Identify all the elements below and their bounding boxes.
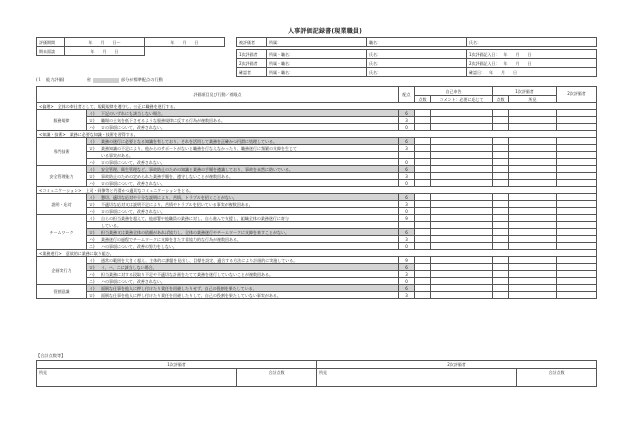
- category-name: チームワーク: [37, 215, 87, 250]
- evaluator-role: 1次評価者: [237, 50, 267, 59]
- first-score-cell[interactable]: [493, 236, 509, 243]
- self-comment-cell[interactable]: [431, 145, 493, 152]
- first-score-cell[interactable]: [493, 285, 509, 292]
- criteria-text: [87, 166, 399, 173]
- self-score-cell[interactable]: [415, 124, 431, 131]
- criteria-mark: ハ): [89, 271, 95, 277]
- criteria-description: ハの事項について、改善の努力をしない。: [101, 243, 177, 249]
- criteria-points: 6: [399, 110, 415, 117]
- criteria-description: いる事実がある。: [101, 152, 133, 158]
- second-cell[interactable]: [557, 145, 597, 152]
- second-cell[interactable]: [557, 278, 597, 285]
- first-opinion-cell[interactable]: [509, 271, 557, 278]
- category-name: 専門技術: [37, 138, 87, 166]
- criteria-row: [37, 292, 597, 299]
- second-cell[interactable]: [557, 215, 597, 222]
- self-score-cell[interactable]: [415, 264, 431, 271]
- criteria-points: 0: [399, 243, 415, 250]
- self-comment-cell[interactable]: [431, 271, 493, 278]
- first-opinion-cell[interactable]: [509, 229, 557, 236]
- self-comment-cell[interactable]: [431, 229, 493, 236]
- evaluatee-post[interactable]: 職名：: [367, 38, 467, 47]
- first-score-cell[interactable]: [493, 257, 509, 264]
- self-score-cell[interactable]: [415, 229, 431, 236]
- self-score-cell[interactable]: [415, 257, 431, 264]
- header-second: 2次評価者: [557, 87, 597, 103]
- criteria-description: 懇切、適切な応対や十分な説明により、苦情、トラブルを招くことがない。: [101, 194, 237, 200]
- criteria-row: [37, 194, 597, 201]
- criteria-points: 0: [399, 208, 415, 215]
- criteria-description: ロの事項について、改善されない。: [101, 159, 165, 165]
- criteria-mark: ロ): [89, 264, 95, 270]
- self-comment-cell[interactable]: [431, 243, 493, 250]
- criteria-points: 3: [399, 201, 415, 208]
- criteria-description: ロの事項について、改善されない。: [101, 124, 165, 130]
- criteria-points: 3: [399, 145, 415, 152]
- first-score-cell[interactable]: [493, 138, 509, 145]
- second-cell[interactable]: [557, 194, 597, 201]
- criteria-mark: ニ): [89, 278, 95, 284]
- second-cell[interactable]: [557, 117, 597, 124]
- criteria-text: [87, 159, 399, 166]
- evaluator-name[interactable]: 氏名：: [367, 50, 467, 59]
- summary-first-opinion[interactable]: 所見: [37, 369, 237, 387]
- first-score-cell[interactable]: [493, 271, 509, 278]
- summary-first: 1次評価者: [37, 361, 317, 369]
- summary-second-total[interactable]: 合計点数: [517, 369, 597, 387]
- criteria-description: 業務の遂行に必要となる知識を有しており、それを活用して業務を正確かつ円滑に処理している。: [101, 138, 277, 144]
- header-first-opinion: 所見: [509, 96, 557, 103]
- first-score-cell[interactable]: [493, 194, 509, 201]
- self-comment-cell[interactable]: [431, 285, 493, 292]
- criteria-mark: イ): [89, 110, 95, 116]
- header-self-comment: コメント：必要に応じて: [431, 96, 493, 103]
- first-score-cell[interactable]: [493, 180, 509, 187]
- criteria-row: [37, 145, 597, 152]
- self-comment-cell[interactable]: [431, 236, 493, 243]
- self-score-cell[interactable]: [415, 180, 431, 187]
- self-score-cell[interactable]: [415, 152, 431, 159]
- self-score-cell[interactable]: [415, 278, 431, 285]
- first-score-cell[interactable]: [493, 159, 509, 166]
- category-name: 役割意識: [37, 285, 87, 299]
- first-opinion-cell[interactable]: [509, 166, 557, 173]
- evaluator-date[interactable]: 2次評価記入日： 年 月 日: [467, 59, 597, 68]
- criteria-points: 6: [399, 285, 415, 292]
- criteria-row: [37, 222, 597, 229]
- criteria-description: 業務遂行の過程でチームワークに支障をきたす非協力的な行為が複数回ある。: [101, 236, 241, 242]
- self-score-cell[interactable]: [415, 201, 431, 208]
- criteria-mark: イ): [89, 215, 95, 221]
- first-score-cell[interactable]: [493, 145, 509, 152]
- second-cell[interactable]: [557, 173, 597, 180]
- criteria-text: [87, 110, 399, 117]
- criteria-mark: ハ): [89, 236, 95, 242]
- section-subtitle: (１ 能力評価) 省 部分が標準配点の行動: [36, 77, 163, 82]
- criteria-row: [37, 271, 597, 278]
- first-opinion-cell[interactable]: [509, 285, 557, 292]
- criteria-mark: ハ): [89, 208, 95, 214]
- evaluator-dept[interactable]: 所属・職名：: [267, 68, 367, 77]
- category-name: 企画実行力: [37, 257, 87, 285]
- criteria-text: [87, 285, 399, 292]
- criteria-mark: ロ): [89, 117, 95, 123]
- first-opinion-cell[interactable]: [509, 173, 557, 180]
- evaluatee-label: 被評価者: [237, 38, 267, 47]
- self-score-cell[interactable]: [415, 215, 431, 222]
- evaluator-role: 確認者: [237, 68, 267, 77]
- criteria-text: [87, 117, 399, 124]
- self-comment-cell[interactable]: [431, 222, 493, 229]
- first-score-cell[interactable]: [493, 110, 509, 117]
- criteria-row: [37, 159, 597, 166]
- summary-table: [36, 360, 597, 387]
- criteria-points: 3: [399, 117, 415, 124]
- criteria-points: 6: [399, 138, 415, 145]
- criteria-description: 自らの担当業務を超えて、他部署や他職員の業務に対し、自ら進んで支援し、組織全体の業務遂行に寄与: [101, 215, 289, 221]
- criteria-row: [37, 215, 597, 222]
- section-row: [37, 187, 597, 194]
- first-score-cell[interactable]: [493, 278, 509, 285]
- evaluator-dept[interactable]: 所属・職名：: [267, 59, 367, 68]
- first-opinion-cell[interactable]: [509, 124, 557, 131]
- self-comment-cell[interactable]: [431, 110, 493, 117]
- criteria-points: 3: [399, 271, 415, 278]
- criteria-mark: ロ): [89, 145, 95, 151]
- self-score-cell[interactable]: [415, 236, 431, 243]
- section-title: <知識・技術> 業務に必要な知識・技術を習得する。: [37, 131, 597, 138]
- second-cell[interactable]: [557, 257, 597, 264]
- second-cell[interactable]: [557, 208, 597, 215]
- criteria-points: 3: [399, 236, 415, 243]
- period-from[interactable]: 年 月 日〜: [65, 38, 145, 47]
- header-first-score: 点数: [493, 96, 509, 103]
- self-score-cell[interactable]: [415, 292, 431, 299]
- evaluator-date[interactable]: 確認日： 年 月 日: [467, 68, 597, 77]
- criteria-points: 6: [399, 264, 415, 271]
- first-score-cell[interactable]: [493, 264, 509, 271]
- criteria-description: 担当業務に対する段取り不足や不適切な計画をたてて業務を遂行していないことが複数回ある。: [101, 271, 273, 277]
- self-comment-cell[interactable]: [431, 159, 493, 166]
- people-table: [236, 37, 597, 77]
- criteria-mark: ロ): [89, 173, 95, 179]
- first-score-cell[interactable]: [493, 222, 509, 229]
- self-score-cell[interactable]: [415, 138, 431, 145]
- criteria-points: 3: [399, 173, 415, 180]
- header-self: 自己申告: [415, 87, 493, 96]
- self-comment-cell[interactable]: [431, 138, 493, 145]
- first-opinion-cell[interactable]: [509, 264, 557, 271]
- self-comment-cell[interactable]: [431, 117, 493, 124]
- criteria-mark: イ): [89, 285, 95, 291]
- criteria-text: [87, 201, 399, 208]
- criteria-points: 9: [399, 257, 415, 264]
- header-first: 1次評価者: [493, 87, 557, 96]
- first-opinion-cell[interactable]: [509, 117, 557, 124]
- criteria-points: 9: [399, 215, 415, 222]
- self-comment-cell[interactable]: [431, 257, 493, 264]
- criteria-description: 不適切な応対又は説明不足により、苦情やトラブルを招いている事実が複数回ある。: [101, 201, 253, 207]
- criteria-row: [37, 257, 597, 264]
- criteria-text: [87, 138, 399, 145]
- criteria-points: 6: [399, 229, 415, 236]
- criteria-mark: イ): [89, 194, 95, 200]
- criteria-mark: イ): [89, 257, 95, 263]
- criteria-description: 安全管理、衛生管理など、事故防止のための知識と業務の手順を遵識しており、事故を未然に防いでいる。: [101, 166, 293, 172]
- criteria-row: [37, 285, 597, 292]
- criteria-text: [87, 292, 399, 299]
- first-opinion-cell[interactable]: [509, 138, 557, 145]
- first-score-cell[interactable]: [493, 292, 509, 299]
- self-score-cell[interactable]: [415, 166, 431, 173]
- evaluator-role: 2次評価者: [237, 59, 267, 68]
- section-row: [37, 131, 597, 138]
- evaluator-date[interactable]: 1次評価記入日： 年 月 日: [467, 50, 597, 59]
- period-to[interactable]: 年 月 日: [145, 38, 225, 47]
- criteria-description: 通常の範囲を大きく超え、主体的に課題を見出し、目標を設定、適合する方法により計画的に実施している。: [101, 257, 298, 263]
- self-comment-cell[interactable]: [431, 152, 493, 159]
- criteria-mark: ニ): [89, 243, 95, 249]
- second-cell[interactable]: [557, 271, 597, 278]
- criteria-mark: ハ): [89, 124, 95, 130]
- criteria-row: [37, 166, 597, 173]
- second-cell[interactable]: [557, 159, 597, 166]
- criteria-text: [87, 145, 399, 152]
- first-opinion-cell[interactable]: [509, 215, 557, 222]
- criteria-text: [87, 243, 399, 250]
- criteria-description: イ、ハ、ニに該当しない場合。: [101, 264, 157, 270]
- category-name: 服務規律: [37, 110, 87, 131]
- criteria-text: [87, 278, 399, 285]
- self-score-cell[interactable]: [415, 173, 431, 180]
- criteria-row: [37, 152, 597, 159]
- evaluator-name[interactable]: 氏名：: [367, 68, 467, 77]
- first-score-cell[interactable]: [493, 215, 509, 222]
- redacted-block: [93, 78, 119, 83]
- criteria-row: [37, 124, 597, 131]
- criteria-mark: ハ): [89, 180, 95, 186]
- criteria-row: [37, 138, 597, 145]
- end-interview-label: 期末面談: [37, 47, 65, 56]
- self-score-cell[interactable]: [415, 117, 431, 124]
- criteria-text: [87, 229, 399, 236]
- self-comment-cell[interactable]: [431, 264, 493, 271]
- summary-second: 2次評価者: [317, 361, 597, 369]
- first-opinion-cell[interactable]: [509, 110, 557, 117]
- criteria-description: 事故防止のための定められた業務手順を、遵守しないことが複数回ある。: [101, 173, 233, 179]
- criteria-text: [87, 222, 399, 229]
- first-score-cell[interactable]: [493, 243, 509, 250]
- summary-second-opinion[interactable]: 所見: [317, 369, 517, 387]
- second-cell[interactable]: [557, 124, 597, 131]
- criteria-points: 6: [399, 166, 415, 173]
- summary-first-total[interactable]: 合計点数: [237, 369, 317, 387]
- first-opinion-cell[interactable]: [509, 152, 557, 159]
- criteria-row: [37, 180, 597, 187]
- self-score-cell[interactable]: [415, 145, 431, 152]
- self-score-cell[interactable]: [415, 222, 431, 229]
- self-comment-cell[interactable]: [431, 201, 493, 208]
- second-cell[interactable]: [557, 236, 597, 243]
- criteria-description: している。: [101, 222, 121, 228]
- header-points: 配点: [399, 87, 415, 103]
- header-self-score: 点数: [415, 96, 431, 103]
- second-cell[interactable]: [557, 166, 597, 173]
- evaluatee-dept[interactable]: 所属：: [267, 38, 367, 47]
- criteria-description: 職場の士気を低下させるような服務規律に反する行為が複数回ある。: [101, 117, 225, 123]
- self-comment-cell[interactable]: [431, 278, 493, 285]
- criteria-text: [87, 124, 399, 131]
- criteria-text: [87, 152, 399, 159]
- criteria-text: [87, 271, 399, 278]
- section-row: [37, 103, 597, 110]
- criteria-text: [87, 215, 399, 222]
- criteria-points: 0: [399, 278, 415, 285]
- second-cell[interactable]: [557, 201, 597, 208]
- criteria-row: [37, 236, 597, 243]
- self-score-cell[interactable]: [415, 285, 431, 292]
- criteria-row: [37, 208, 597, 215]
- criteria-points: 0: [399, 159, 415, 166]
- criteria-description: 面倒な仕事を他人に押し付けたり責任を回避したりして、自己の役割を果たしていない事実がある。: [101, 292, 281, 298]
- criteria-row: [37, 201, 597, 208]
- criteria-text: [87, 194, 399, 201]
- self-comment-cell[interactable]: [431, 194, 493, 201]
- first-score-cell[interactable]: [493, 117, 509, 124]
- self-score-cell[interactable]: [415, 271, 431, 278]
- criteria-points: 0: [399, 124, 415, 131]
- self-comment-cell[interactable]: [431, 180, 493, 187]
- second-cell[interactable]: [557, 222, 597, 229]
- criteria-description: ハの事項について、改善されない。: [101, 278, 165, 284]
- category-name: 安全管理能力: [37, 166, 87, 187]
- criteria-row: [37, 173, 597, 180]
- criteria-points: 6: [399, 194, 415, 201]
- first-score-cell[interactable]: [493, 201, 509, 208]
- first-score-cell[interactable]: [493, 124, 509, 131]
- self-score-cell[interactable]: [415, 243, 431, 250]
- header-item: 評価項目及び行動／着眼点: [37, 87, 399, 103]
- summary-label: 【合計点数等】: [36, 353, 66, 358]
- criteria-mark: ロ): [89, 201, 95, 207]
- first-opinion-cell[interactable]: [509, 201, 557, 208]
- self-score-cell[interactable]: [415, 159, 431, 166]
- criteria-row: [37, 243, 597, 250]
- criteria-row: [37, 110, 597, 117]
- section-title: <倫理> 全体の奉仕者として、規範規律を遵守し、公正に職務を遂行する。: [37, 103, 597, 110]
- self-comment-cell[interactable]: [431, 208, 493, 215]
- criteria-row: [37, 278, 597, 285]
- criteria-description: 業務知識の不足により、他からのサポートがないと職務を行なえなかったり、職務遂行に頻繁の支障を生じて: [101, 145, 297, 151]
- second-cell[interactable]: [557, 285, 597, 292]
- self-comment-cell[interactable]: [431, 166, 493, 173]
- first-opinion-cell[interactable]: [509, 222, 557, 229]
- first-opinion-cell[interactable]: [509, 257, 557, 264]
- second-cell[interactable]: [557, 138, 597, 145]
- criteria-description: ロの事項について、改善されない。: [101, 208, 165, 214]
- first-score-cell[interactable]: [493, 166, 509, 173]
- first-opinion-cell[interactable]: [509, 180, 557, 187]
- second-cell[interactable]: [557, 229, 597, 236]
- page-title: 人事評価記録書(現業職員): [287, 28, 363, 35]
- self-comment-cell[interactable]: [431, 173, 493, 180]
- first-opinion-cell[interactable]: [509, 292, 557, 299]
- evaluator-dept[interactable]: 所属・職名：: [267, 50, 367, 59]
- criteria-points: [399, 152, 415, 159]
- first-opinion-cell[interactable]: [509, 159, 557, 166]
- criteria-points: 0: [399, 180, 415, 187]
- criteria-mark: ロ): [89, 292, 95, 298]
- first-opinion-cell[interactable]: [509, 278, 557, 285]
- criteria-text: [87, 180, 399, 187]
- period-table: [36, 37, 225, 56]
- first-score-cell[interactable]: [493, 229, 509, 236]
- criteria-row: [37, 264, 597, 271]
- end-interview-date[interactable]: 年 月 日: [65, 47, 145, 56]
- criteria-text: [87, 208, 399, 215]
- criteria-row: [37, 229, 597, 236]
- criteria-mark: ロ): [89, 229, 95, 235]
- second-cell[interactable]: [557, 180, 597, 187]
- criteria-description: 面倒な仕事を他人に押し付けたり責任を回避したりせず、自己の役割を果たしている。: [101, 285, 257, 291]
- criteria-text: [87, 173, 399, 180]
- first-opinion-cell[interactable]: [509, 243, 557, 250]
- evaluatee-name[interactable]: 氏名：: [467, 38, 597, 47]
- second-cell[interactable]: [557, 292, 597, 299]
- section-row: [37, 250, 597, 257]
- evaluation-table: [36, 86, 597, 299]
- second-cell[interactable]: [557, 110, 597, 117]
- criteria-mark: イ): [89, 166, 95, 172]
- criteria-points: [399, 222, 415, 229]
- criteria-row: [37, 117, 597, 124]
- self-comment-cell[interactable]: [431, 215, 493, 222]
- self-comment-cell[interactable]: [431, 292, 493, 299]
- criteria-points: 3: [399, 292, 415, 299]
- first-opinion-cell[interactable]: [509, 194, 557, 201]
- first-score-cell[interactable]: [493, 173, 509, 180]
- self-score-cell[interactable]: [415, 194, 431, 201]
- category-name: 説明・応対: [37, 194, 87, 215]
- criteria-description: 下記のいずれにも該当しない場合。: [101, 110, 165, 116]
- criteria-text: [87, 264, 399, 271]
- second-cell[interactable]: [557, 152, 597, 159]
- evaluator-name[interactable]: 氏名：: [367, 59, 467, 68]
- self-score-cell[interactable]: [415, 110, 431, 117]
- criteria-description: ロの事項について、改善されない。: [101, 180, 165, 186]
- first-score-cell[interactable]: [493, 152, 509, 159]
- first-opinion-cell[interactable]: [509, 208, 557, 215]
- criteria-text: [87, 257, 399, 264]
- first-opinion-cell[interactable]: [509, 236, 557, 243]
- second-cell[interactable]: [557, 243, 597, 250]
- criteria-mark: ハ): [89, 159, 95, 165]
- first-score-cell[interactable]: [493, 208, 509, 215]
- second-cell[interactable]: [557, 264, 597, 271]
- self-score-cell[interactable]: [415, 208, 431, 215]
- first-opinion-cell[interactable]: [509, 145, 557, 152]
- criteria-mark: イ): [89, 138, 95, 144]
- criteria-text: [87, 236, 399, 243]
- section-title: <業務遂行> 意欲的に業務に取り組む。: [37, 250, 597, 257]
- criteria-description: 担当業務又は業務全体の依頼があれば協力し、全体の業務遂行やチームワークに支障を来すことがない。: [101, 229, 289, 235]
- section-title: <コミュニケーション> 上司・同僚等と円滑かつ適切なコミュニケーションをとる。: [37, 187, 597, 194]
- period-label: 評価期間: [37, 38, 65, 47]
- self-comment-cell[interactable]: [431, 124, 493, 131]
